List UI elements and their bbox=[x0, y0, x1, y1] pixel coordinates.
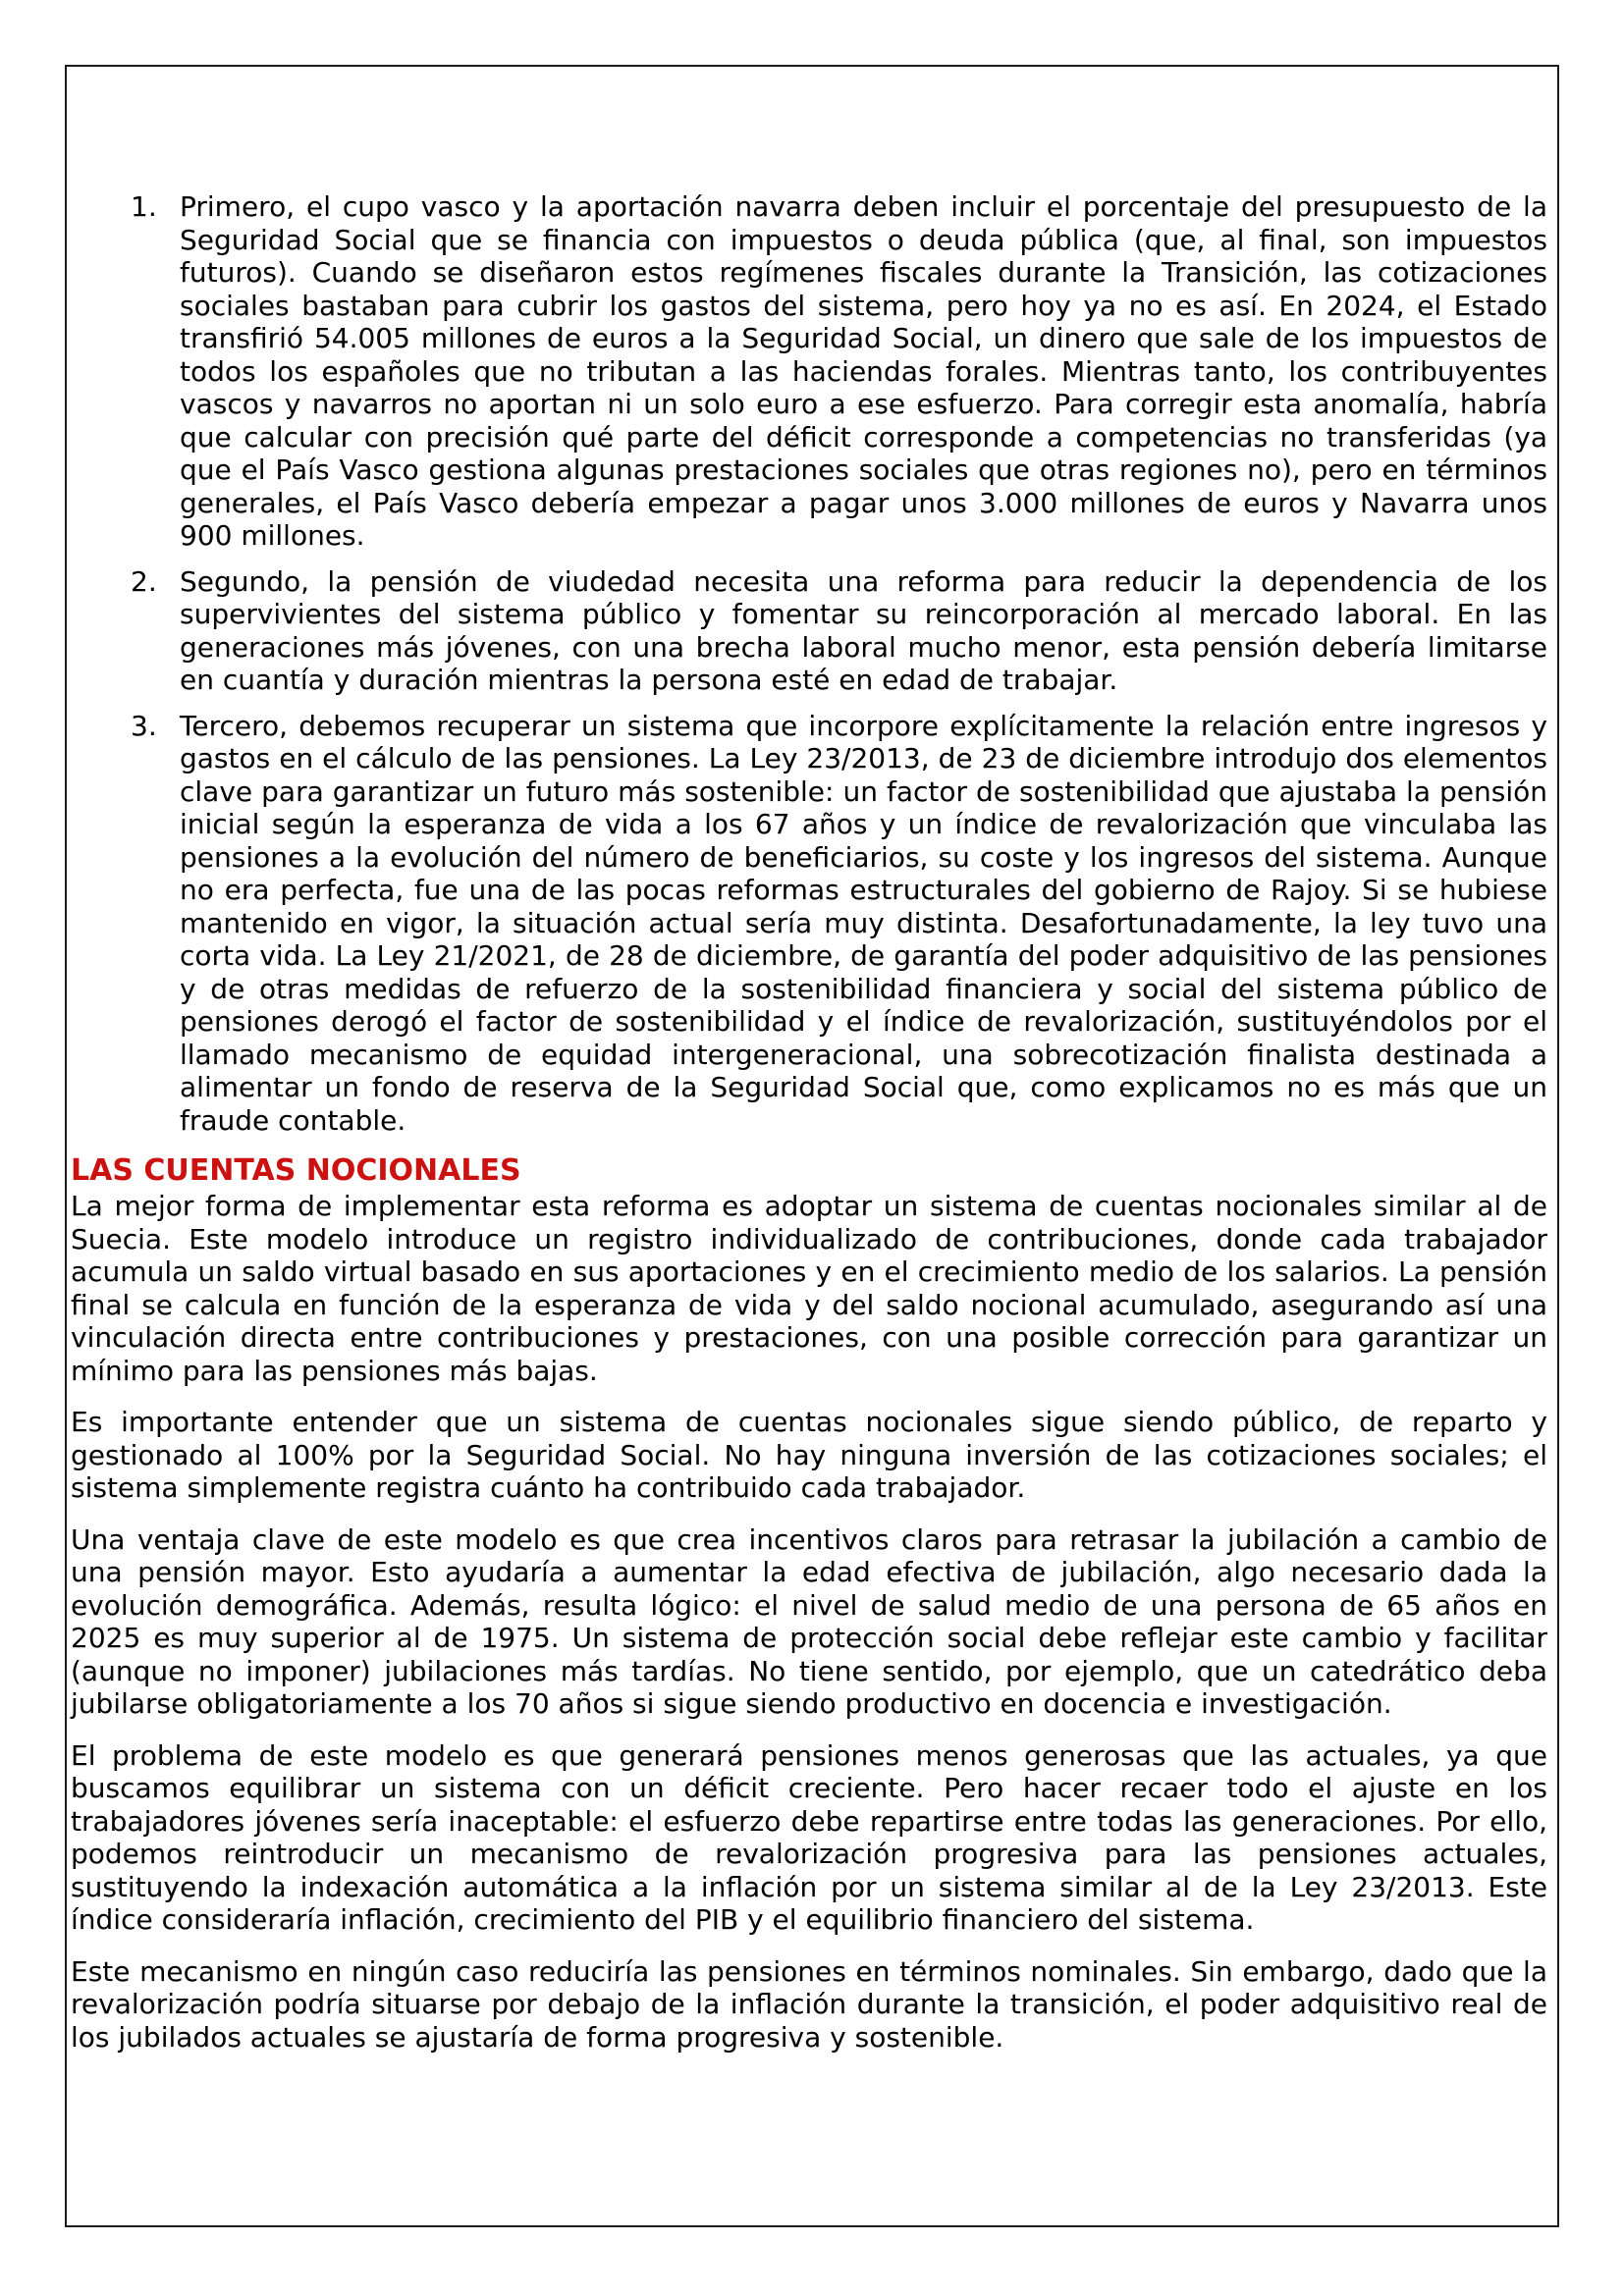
numbered-list bbox=[71, 190, 1547, 1137]
paragraph: Este mecanismo en ningún caso reduciría las pensiones en términos nominales. Sin embargo, dado que la revalorización podría situarse por debajo de la inflación durante la transición, el poder adquisitivo real de los jubilados actuales se ajustaría de forma progresiva y sostenible. bbox=[71, 1954, 1547, 2054]
page-border bbox=[65, 65, 1559, 2227]
section-heading: LAS CUENTAS NOCIONALES bbox=[71, 1153, 521, 1188]
list-item-text: Tercero, debemos recuperar un sistema que incorpore explícitamente la relación entre ingresos y gastos en el cálculo de las pensiones. La Ley 23/2013, de 23 de diciembre introdujo dos elementos clave para garantizar un futuro más sostenible: un factor de sostenibilidad que ajustaba la pensión inicial según la esperanza de vida a los 67 años y un índice de revalorización que vinculaba las pensiones a la evolución del número de beneficiarios, su coste y los ingresos del sistema. Aunque no era perfecta, fue una de las pocas reformas estructurales del gobierno de Rajoy. Si se hubiese mantenido en vigor, la situación actual sería muy distinta. Desafortunadamente, la ley tuvo una corta vida. La Ley 21/2021, de 28 de diciembre, de garantía del poder adquisitivo de las pensiones y de otras medidas de refuerzo de la sostenibilidad financiera y social del sistema público de pensiones derogó el factor de sostenibilidad y el índice de revalorización, sustituyéndolos por el llamado mecanismo de equidad intergeneracional, una sobrecotización finalista destinada a alimentar un fondo de reserva de la Seguridad Social que, como explicamos no es más que un fraude contable. bbox=[180, 709, 1547, 1137]
list-item-text: Segundo, la pensión de viudedad necesita una reforma para reducir la dependencia de los supervivientes del sistema público y fomentar su reincorporación al mercado laboral. En las generaciones más jóvenes, con una brecha laboral mucho menor, esta pensión debería limitarse en cuantía y duración mientras la persona esté en edad de trabajar. bbox=[180, 564, 1547, 696]
paragraph: El problema de este modelo es que generará pensiones menos generosas que las actuales, ya que buscamos equilibrar un sistema con un déficit creciente. Pero hacer recaer todo el ajuste en los trabajadores jóvenes sería inaceptable: el esfuerzo debe repartirse entre todas las generaciones. Por ello, podemos reintroducir un mecanismo de revalorización progresiva para las pensiones actuales, sustituyendo la indexación automática a la inflación por un sistema similar al de la Ley 23/2013. Este índice consideraría inflación, crecimiento del PIB y el equilibrio financiero del sistema. bbox=[71, 1738, 1547, 1936]
list-item-text: Primero, el cupo vasco y la aportación navarra deben incluir el porcentaje del presupuesto de la Seguridad Social que se financia con impuestos o deuda pública (que, al final, son impuestos futuros). Cuando se diseñaron estos regímenes fiscales durante la Transición, las cotizaciones sociales bastaban para cubrir los gastos del sistema, pero hoy ya no es así. En 2024, el Estado transfirió 54.005 millones de euros a la Seguridad Social, un dinero que sale de los impuestos de todos los españoles que no tributan a las haciendas forales. Mientras tanto, los contribuyentes vascos y navarros no aportan ni un solo euro a ese esfuerzo. Para corregir esta anomalía, habría que calcular con precisión qué parte del déficit corresponde a competencias no transferidas (ya que el País Vasco gestiona algunas prestaciones sociales que otras regiones no), pero en términos generales, el País Vasco debería empezar a pagar unos 3.000 millones de euros y Navarra unos 900 millones. bbox=[180, 190, 1547, 552]
page-content bbox=[71, 190, 1547, 2072]
paragraph: Es importante entender que un sistema de cuentas nocionales sigue siendo público, de reparto y gestionado al 100% por la Seguridad Social. No hay ninguna inversión de las cotizaciones sociales; el sistema simplemente registra cuánto ha contribuido cada trabajador. bbox=[71, 1406, 1547, 1504]
list-item bbox=[71, 710, 1547, 1138]
list-item bbox=[71, 190, 1547, 553]
list-item-number: 2. bbox=[131, 564, 157, 598]
list-item bbox=[71, 565, 1547, 697]
paragraph: Una ventaja clave de este modelo es que crea incentivos claros para retrasar la jubilación a cambio de una pensión mayor. Esto ayudaría a aumentar la edad efectiva de jubilación, algo necesario dada la evolución demográfica. Además, resulta lógico: el nivel de salud medio de una persona de 65 años en 2025 es muy superior al de 1975. Un sistema de protección social debe reflejar este cambio y facilitar (aunque no imponer) jubilaciones más tardías. No tiene sentido, por ejemplo, que un catedrático deba jubilarse obligatoriamente a los 70 años si sigue siendo productivo en docencia e investigación. bbox=[71, 1522, 1547, 1720]
paragraph: La mejor forma de implementar esta reforma es adoptar un sistema de cuentas nocionales similar al de Suecia. Este modelo introduce un registro individualizado de contribuciones, donde cada trabajador acumula un saldo virtual basado en sus aportaciones y en el crecimiento medio de los salarios. La pensión final se calcula en función de la esperanza de vida y del saldo nocional acumulado, asegurando así una vinculación directa entre contribuciones y prestaciones, con una posible corrección para garantizar un mínimo para las pensiones más bajas. bbox=[71, 1190, 1547, 1387]
list-item-number: 3. bbox=[131, 709, 157, 742]
list-item-number: 1. bbox=[131, 190, 157, 223]
